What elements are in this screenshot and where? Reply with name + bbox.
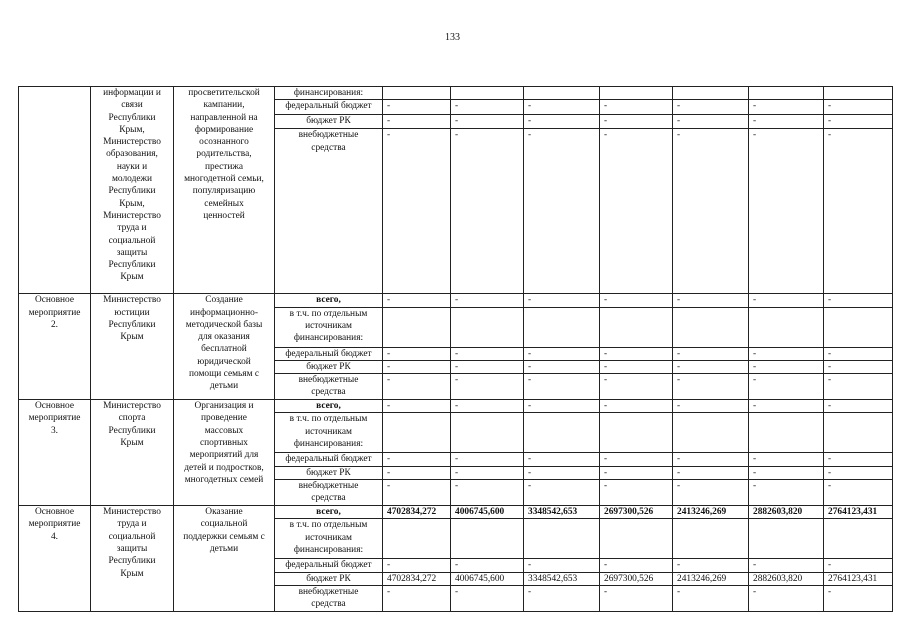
funding-value-cell <box>600 87 673 100</box>
table-row <box>19 87 893 100</box>
table-row <box>19 294 893 307</box>
funding-value-cell: 2697300,526 <box>600 572 673 585</box>
funding-value-cell: - <box>600 585 673 611</box>
funding-value-cell: 4006745,600 <box>451 572 524 585</box>
funding-source-label: бюджет РК <box>275 360 383 373</box>
funding-value-cell <box>524 413 600 453</box>
funding-value-cell <box>383 87 451 100</box>
funding-value-cell: - <box>383 100 451 115</box>
funding-value-cell: - <box>749 585 824 611</box>
funding-value-cell: - <box>451 115 524 129</box>
funding-value-cell <box>824 519 893 559</box>
funding-value-cell: - <box>600 480 673 506</box>
funding-value-cell: - <box>451 100 524 115</box>
funding-value-cell <box>749 519 824 559</box>
funding-value-cell: - <box>749 453 824 466</box>
funding-value-cell: - <box>749 400 824 413</box>
funding-value-cell: - <box>524 294 600 307</box>
funding-value-cell <box>383 307 451 347</box>
funding-value-cell: - <box>749 374 824 400</box>
funding-source-label: всего, <box>275 294 383 307</box>
funding-value-cell: - <box>824 374 893 400</box>
funding-source-label: в т.ч. по отдельным источникам финансирования: <box>275 519 383 559</box>
funding-value-cell: - <box>600 294 673 307</box>
funding-value-cell: - <box>451 466 524 479</box>
funding-value-cell: - <box>451 559 524 572</box>
table-row <box>19 400 893 413</box>
funding-value-cell: - <box>383 480 451 506</box>
event-number: Основное мероприятие 3. <box>19 400 91 506</box>
event-description: просветительской кампании, направленной на формирование осознанного родительства, престижа многодетной семьи, популяризацию семейных ценностей <box>174 87 275 294</box>
funding-value-cell: - <box>524 100 600 115</box>
funding-value-cell: - <box>824 294 893 307</box>
funding-source-label: в т.ч. по отдельным источникам финансирования: <box>275 307 383 347</box>
funding-value-cell: - <box>451 294 524 307</box>
table-row <box>19 506 893 519</box>
responsible-executor: Министерство труда и социальной защиты Республики Крым <box>91 506 174 612</box>
funding-value-cell: - <box>383 294 451 307</box>
funding-value-cell <box>749 87 824 100</box>
funding-value-cell: - <box>524 115 600 129</box>
funding-value-cell: - <box>673 585 749 611</box>
funding-value-cell <box>524 87 600 100</box>
funding-value-cell: - <box>383 374 451 400</box>
funding-value-cell: 2413246,269 <box>673 572 749 585</box>
funding-value-cell: 2764123,431 <box>824 506 893 519</box>
funding-source-label: федеральный бюджет <box>275 453 383 466</box>
program-table <box>18 86 893 612</box>
funding-value-cell: - <box>383 559 451 572</box>
funding-value-cell <box>673 87 749 100</box>
funding-value-cell: - <box>824 453 893 466</box>
funding-value-cell: - <box>451 400 524 413</box>
funding-source-label: федеральный бюджет <box>275 100 383 115</box>
funding-value-cell: - <box>600 360 673 373</box>
funding-value-cell: - <box>749 466 824 479</box>
funding-value-cell: - <box>673 294 749 307</box>
funding-value-cell: 2413246,269 <box>673 506 749 519</box>
funding-value-cell <box>824 87 893 100</box>
funding-value-cell: - <box>524 480 600 506</box>
funding-value-cell <box>451 307 524 347</box>
funding-value-cell: - <box>600 115 673 129</box>
funding-value-cell: - <box>600 100 673 115</box>
funding-value-cell <box>749 413 824 453</box>
event-number: Основное мероприятие 4. <box>19 506 91 612</box>
funding-value-cell: - <box>451 453 524 466</box>
funding-value-cell: - <box>749 294 824 307</box>
funding-value-cell: - <box>524 347 600 360</box>
funding-value-cell: - <box>673 374 749 400</box>
funding-value-cell: - <box>824 129 893 294</box>
funding-value-cell: - <box>673 480 749 506</box>
funding-value-cell: - <box>824 559 893 572</box>
funding-value-cell <box>824 307 893 347</box>
event-description: Оказание социальной поддержки семьям с детьми <box>174 506 275 612</box>
funding-value-cell <box>383 413 451 453</box>
funding-value-cell: - <box>600 347 673 360</box>
funding-value-cell: - <box>600 466 673 479</box>
responsible-executor: Министерство юстиции Республики Крым <box>91 294 174 400</box>
funding-source-label: в т.ч. по отдельным источникам финансирования: <box>275 413 383 453</box>
funding-source-label: бюджет РК <box>275 466 383 479</box>
funding-value-cell: - <box>749 360 824 373</box>
funding-value-cell: 3348542,653 <box>524 506 600 519</box>
funding-value-cell: 3348542,653 <box>524 572 600 585</box>
funding-value-cell: - <box>524 466 600 479</box>
funding-value-cell: - <box>383 115 451 129</box>
funding-value-cell <box>451 413 524 453</box>
funding-value-cell: - <box>749 480 824 506</box>
funding-source-label: всего, <box>275 506 383 519</box>
funding-value-cell: - <box>673 100 749 115</box>
funding-source-label: федеральный бюджет <box>275 347 383 360</box>
funding-value-cell: - <box>524 400 600 413</box>
funding-value-cell: - <box>524 374 600 400</box>
funding-value-cell: - <box>824 400 893 413</box>
funding-value-cell <box>673 307 749 347</box>
funding-value-cell: - <box>749 129 824 294</box>
funding-value-cell: 4006745,600 <box>451 506 524 519</box>
funding-value-cell: 2882603,820 <box>749 572 824 585</box>
page-number: 133 <box>445 32 460 43</box>
funding-value-cell: - <box>600 559 673 572</box>
funding-value-cell: - <box>600 129 673 294</box>
funding-value-cell: - <box>524 129 600 294</box>
funding-value-cell: - <box>824 347 893 360</box>
event-number <box>19 87 91 294</box>
responsible-executor: Министерство спорта Республики Крым <box>91 400 174 506</box>
funding-source-label: внебюджетные средства <box>275 585 383 611</box>
funding-source-label: внебюджетные средства <box>275 374 383 400</box>
funding-value-cell: 2764123,431 <box>824 572 893 585</box>
funding-value-cell: - <box>824 360 893 373</box>
funding-value-cell: - <box>451 585 524 611</box>
funding-value-cell: - <box>749 115 824 129</box>
funding-value-cell <box>383 519 451 559</box>
funding-value-cell: - <box>383 585 451 611</box>
funding-value-cell: - <box>524 585 600 611</box>
funding-value-cell: - <box>383 347 451 360</box>
funding-value-cell: - <box>824 585 893 611</box>
event-description: Создание информационно- методической базы для оказания бесплатной юридической помощи семьям с детьми <box>174 294 275 400</box>
funding-value-cell <box>600 307 673 347</box>
funding-value-cell <box>600 519 673 559</box>
funding-value-cell: - <box>451 480 524 506</box>
funding-value-cell: - <box>673 453 749 466</box>
funding-value-cell: 4702834,272 <box>383 506 451 519</box>
funding-value-cell: - <box>524 360 600 373</box>
funding-value-cell: - <box>524 453 600 466</box>
funding-value-cell: - <box>749 347 824 360</box>
funding-value-cell: 2882603,820 <box>749 506 824 519</box>
event-description: Организация и проведение массовых спортивных мероприятий для детей и подростков, многодетных семей <box>174 400 275 506</box>
funding-source-label: внебюджетные средства <box>275 480 383 506</box>
responsible-executor: информации и связи Республики Крым, Министерство образования, науки и молодежи Республики Крым, Министерство труда и социальной защиты Республики Крым <box>91 87 174 294</box>
funding-value-cell: - <box>824 115 893 129</box>
funding-value-cell: - <box>673 347 749 360</box>
funding-value-cell: 4702834,272 <box>383 572 451 585</box>
funding-value-cell: - <box>451 360 524 373</box>
funding-value-cell: - <box>600 374 673 400</box>
funding-value-cell <box>824 413 893 453</box>
funding-value-cell: - <box>673 360 749 373</box>
funding-value-cell: - <box>383 129 451 294</box>
funding-value-cell <box>524 307 600 347</box>
funding-value-cell: - <box>749 100 824 115</box>
funding-value-cell: - <box>673 400 749 413</box>
funding-value-cell: - <box>824 100 893 115</box>
funding-value-cell <box>673 413 749 453</box>
funding-value-cell: - <box>600 400 673 413</box>
funding-value-cell: 2697300,526 <box>600 506 673 519</box>
funding-value-cell: - <box>383 400 451 413</box>
funding-value-cell <box>673 519 749 559</box>
funding-value-cell <box>524 519 600 559</box>
funding-value-cell: - <box>824 480 893 506</box>
funding-value-cell: - <box>383 360 451 373</box>
funding-value-cell: - <box>383 466 451 479</box>
funding-value-cell: - <box>673 559 749 572</box>
funding-source-label: внебюджетные средства <box>275 129 383 294</box>
funding-source-label: всего, <box>275 400 383 413</box>
funding-value-cell <box>451 519 524 559</box>
funding-value-cell <box>451 87 524 100</box>
funding-value-cell: - <box>673 129 749 294</box>
funding-value-cell: - <box>451 374 524 400</box>
funding-value-cell: - <box>383 453 451 466</box>
funding-source-label: федеральный бюджет <box>275 559 383 572</box>
funding-value-cell: - <box>451 129 524 294</box>
funding-value-cell: - <box>524 559 600 572</box>
funding-source-label: финансирования: <box>275 87 383 100</box>
funding-value-cell: - <box>673 466 749 479</box>
event-number: Основное мероприятие 2. <box>19 294 91 400</box>
funding-value-cell <box>600 413 673 453</box>
funding-value-cell: - <box>673 115 749 129</box>
funding-value-cell: - <box>824 466 893 479</box>
funding-value-cell: - <box>749 559 824 572</box>
funding-value-cell: - <box>600 453 673 466</box>
funding-value-cell: - <box>451 347 524 360</box>
funding-source-label: бюджет РК <box>275 572 383 585</box>
funding-value-cell <box>749 307 824 347</box>
funding-source-label: бюджет РК <box>275 115 383 129</box>
